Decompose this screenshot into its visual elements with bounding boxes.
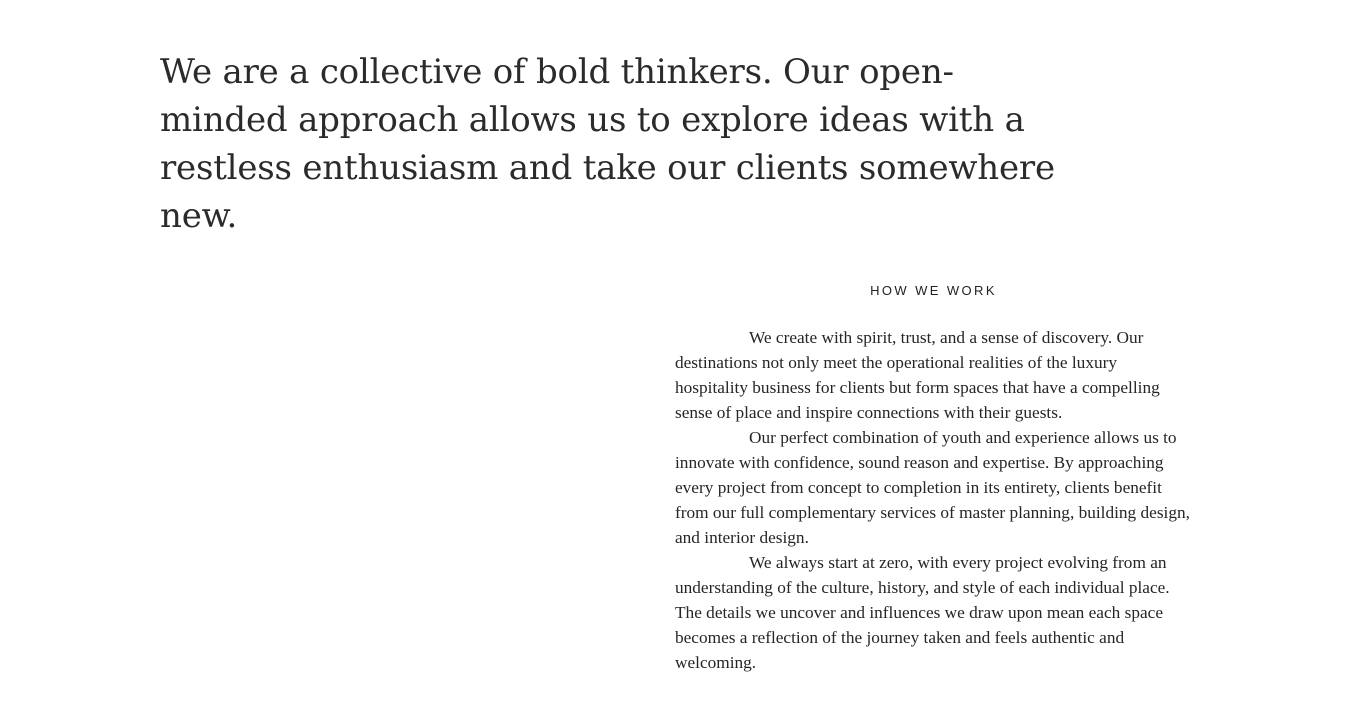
paragraph-3: We always start at zero, with every project evolving from an understanding of the culture, history, and style of each individual place. The details we uncover and influences we draw upon mean each space becomes a reflection of the journey taken and feels authentic and welcoming. (675, 553, 1170, 672)
section-label: HOW WE WORK (870, 283, 997, 298)
paragraph-2: Our perfect combination of youth and experience allows us to innovate with confidence, sound reason and expertise. By approaching every project from concept to completion in its entirety, clients benefit from our full complementary services of master planning, building design, and interior design. (675, 428, 1190, 547)
intro-statement: We are a collective of bold thinkers. Our open-minded approach allows us to explore ideas with a restless enthusiasm and take our clients somewhere new. (160, 52, 1055, 236)
section-body (675, 325, 1190, 675)
how-we-work-section (675, 280, 1190, 675)
paragraph-1: We create with spirit, trust, and a sense of discovery. Our destinations not only meet the operational realities of the luxury hospitality business for clients but form spaces that have a compelling sense of place and inspire connections with their guests. (675, 328, 1160, 422)
